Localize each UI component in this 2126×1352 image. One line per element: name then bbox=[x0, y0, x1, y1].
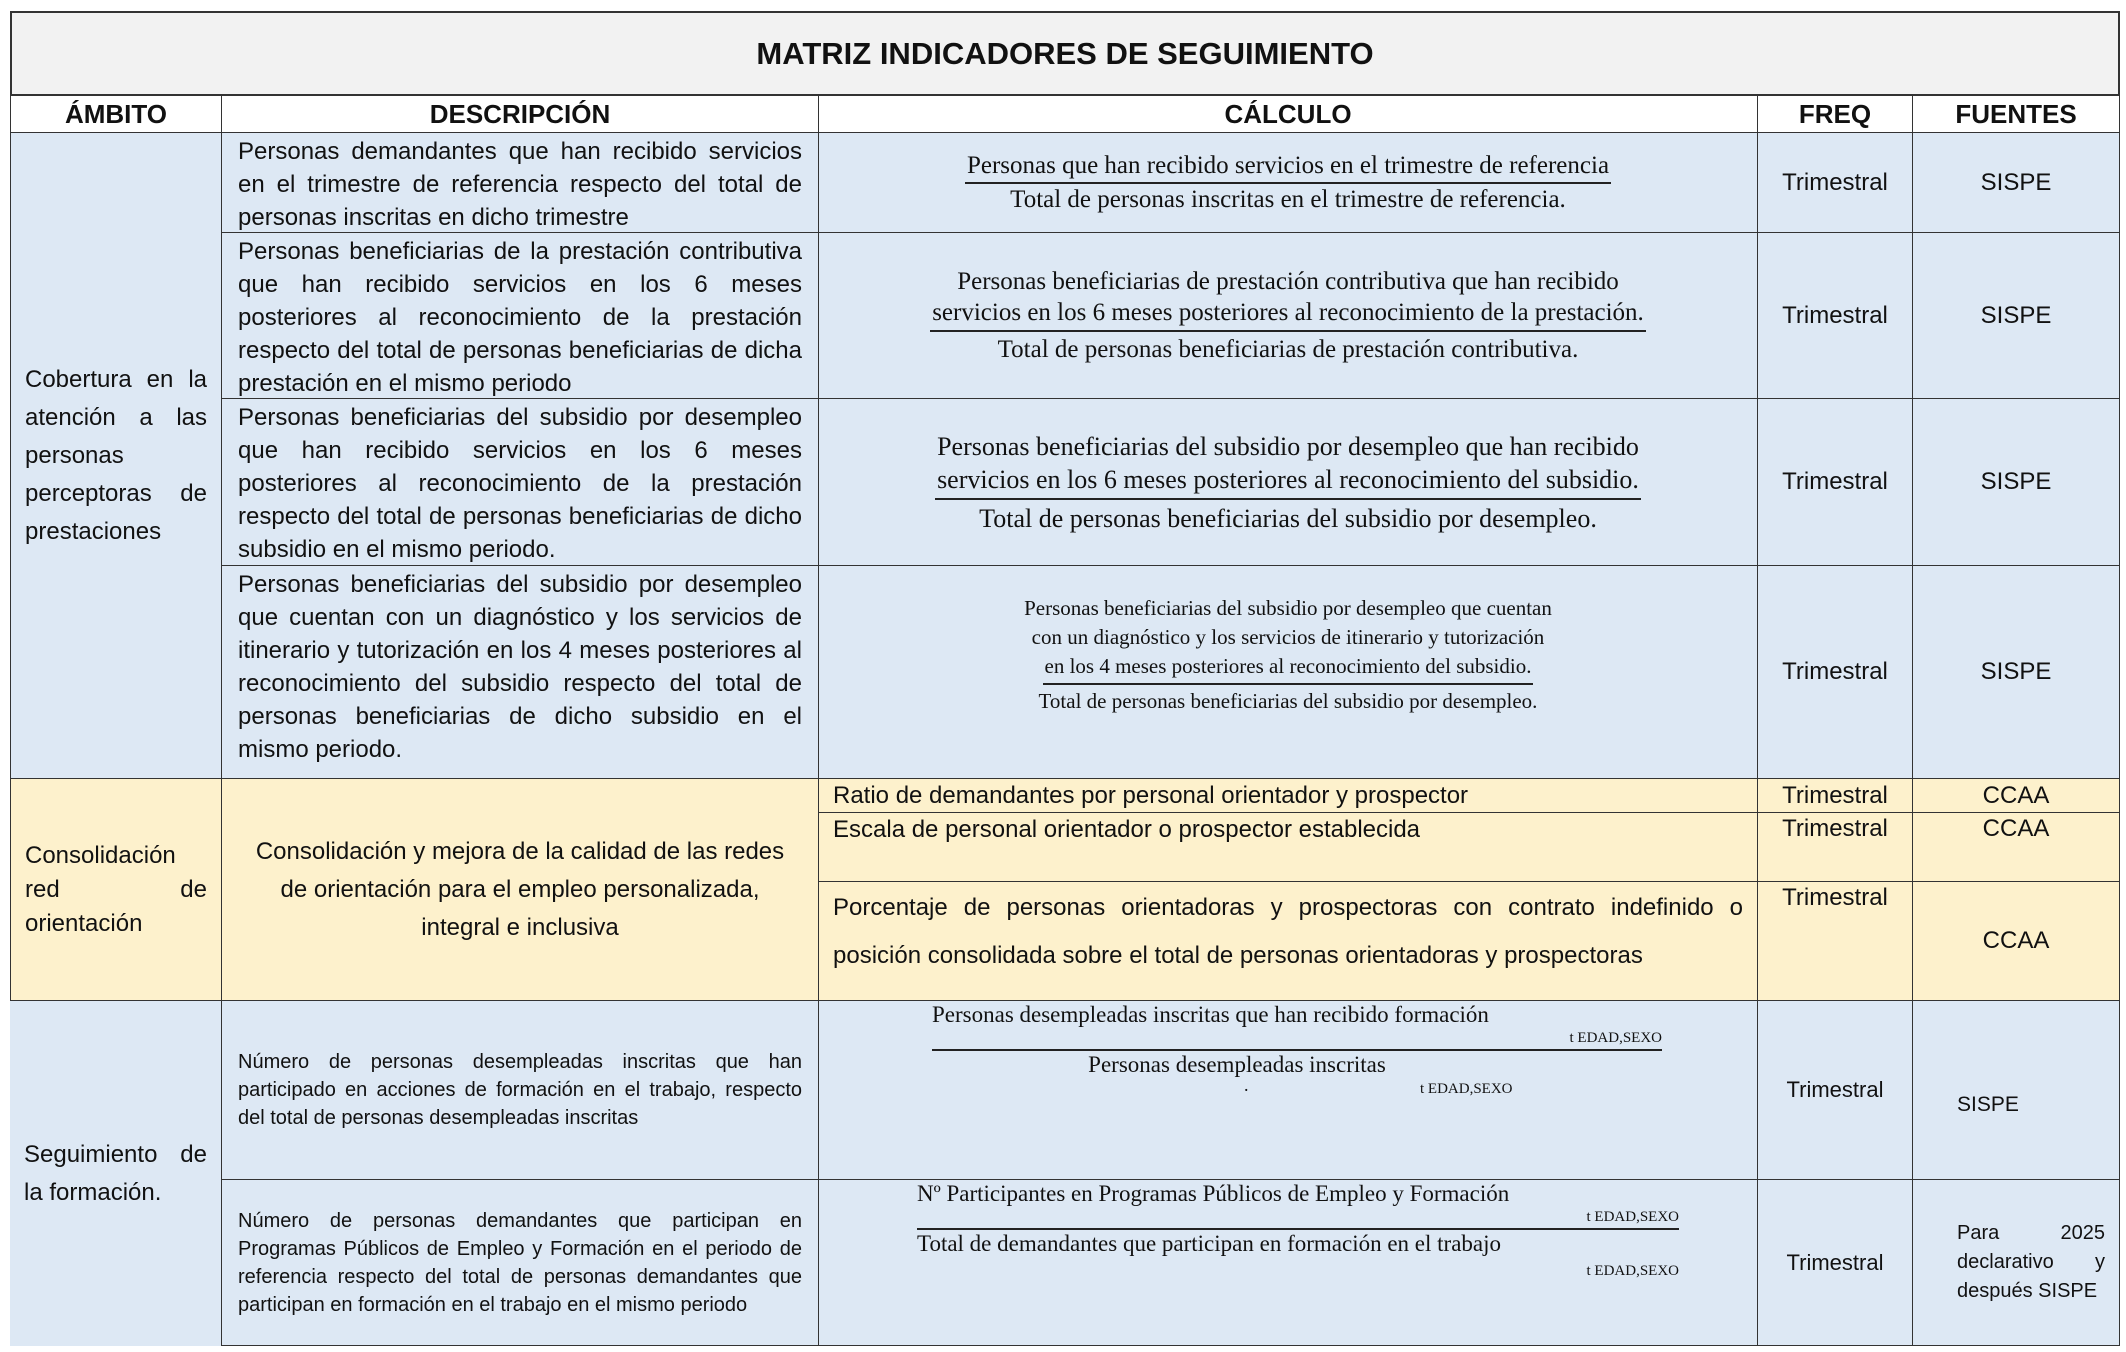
frequency-cell: Trimestral bbox=[1757, 812, 1913, 882]
numerator-subscript: t EDAD,SEXO bbox=[932, 1029, 1662, 1051]
source-cell: CCAA bbox=[1912, 812, 2120, 882]
calculation-cell bbox=[818, 565, 1758, 779]
source-cell: SISPE bbox=[1912, 398, 2120, 566]
denominator: Total de personas inscritas en el trimestre de referencia. bbox=[1010, 185, 1566, 213]
header-ambito: ÁMBITO bbox=[10, 95, 222, 133]
fraction bbox=[965, 152, 1611, 214]
frequency-cell: Trimestral bbox=[1757, 398, 1913, 566]
ambito-cobertura bbox=[10, 132, 222, 779]
fraction bbox=[930, 266, 1646, 365]
source-cell: CCAA bbox=[1912, 778, 2120, 813]
calculation-cell bbox=[818, 1179, 1758, 1346]
calculation-cell bbox=[818, 232, 1758, 399]
numerator-line-2: servicios en los 6 meses posteriores al reconocimiento del subsidio. bbox=[935, 463, 1641, 500]
source-cell: SISPE bbox=[1912, 232, 2120, 399]
description-cell: Personas beneficiarias del subsidio por desempleo que han recibido servicios en los 6 meses posteriores al reconocimiento de la prestación respecto del total de personas beneficiarias de dicho subsidio en el mismo periodo. bbox=[221, 398, 819, 566]
calculation-cell: Porcentaje de personas orientadoras y prospectoras con contrato indefinido o posición consolidada sobre el total de personas orientadoras y prospectoras bbox=[818, 881, 1758, 1001]
frequency-cell: Trimestral bbox=[1757, 1179, 1913, 1346]
description-cell: Número de personas desempleadas inscritas que han participado en acciones de formación en el trabajo, respecto del total de personas desempleadas inscritas bbox=[221, 1000, 819, 1180]
header-calculo: CÁLCULO bbox=[818, 95, 1758, 133]
frequency-cell: Trimestral bbox=[1757, 132, 1913, 233]
source-cell: SISPE bbox=[1912, 1000, 2120, 1180]
frequency-cell: Trimestral bbox=[1757, 778, 1913, 813]
numerator: Nº Participantes en Programas Públicos de Empleo y Formación bbox=[917, 1181, 1510, 1206]
denominator: Total de personas beneficiarias del subsidio por desempleo. bbox=[979, 503, 1597, 533]
fraction bbox=[917, 1180, 1679, 1280]
denominator-dot: . bbox=[1244, 1075, 1249, 1095]
frequency-cell: Trimestral bbox=[1757, 565, 1913, 779]
denominator: Personas desempleadas inscritas bbox=[1088, 1052, 1386, 1077]
description-cell: Consolidación y mejora de la calidad de las redes de orientación para el empleo personalizada, integral e inclusiva bbox=[221, 778, 819, 1001]
numerator-line-1: Personas beneficiarias del subsidio por desempleo que han recibido bbox=[937, 431, 1639, 461]
denominator: Total de personas beneficiarias de prestación contributiva. bbox=[997, 336, 1579, 363]
fraction bbox=[935, 430, 1641, 535]
calculation-cell bbox=[818, 132, 1758, 233]
numerator: Personas desempleadas inscritas que han recibido formación bbox=[932, 1002, 1489, 1027]
description-cell: Personas beneficiarias del subsidio por desempleo que cuentan con un diagnóstico y los servicios de itinerario y tutorización en los 4 meses posteriores al reconocimiento del subsidio respecto del total de personas beneficiarias de dicho subsidio en el mismo periodo. bbox=[221, 565, 819, 779]
indicator-matrix bbox=[10, 11, 2120, 1346]
numerator-line-1: Personas beneficiarias del subsidio por desempleo que cuentan bbox=[1024, 596, 1552, 620]
frequency-cell: Trimestral bbox=[1757, 232, 1913, 399]
source-cell: SISPE bbox=[1912, 132, 2120, 233]
page-title: MATRIZ INDICADORES DE SEGUIMIENTO bbox=[10, 11, 2120, 96]
description-cell: Número de personas demandantes que participan en Programas Públicos de Empleo y Formación en el periodo de referencia respecto del total de personas demandantes que participan en formación en el trabajo en el mismo periodo bbox=[221, 1179, 819, 1346]
description-cell: Personas beneficiarias de la prestación contributiva que han recibido servicios en los 6 meses posteriores al reconocimiento de la prestación respecto del total de personas beneficiarias de dicha prestación en el mismo periodo bbox=[221, 232, 819, 399]
calculation-cell bbox=[818, 398, 1758, 566]
header-descripcion: DESCRIPCIÓN bbox=[221, 95, 819, 133]
numerator-line-2: servicios en los 6 meses posteriores al reconocimiento de la prestación. bbox=[930, 297, 1646, 332]
numerator-subscript: t EDAD,SEXO bbox=[917, 1208, 1679, 1230]
numerator-line-3: en los 4 meses posteriores al reconocimiento del subsidio. bbox=[1043, 652, 1534, 685]
source-cell: CCAA bbox=[1912, 881, 2120, 1001]
ambito-formacion-text: Seguimiento de la formación. bbox=[24, 1140, 207, 1206]
source-cell: SISPE bbox=[1912, 565, 2120, 779]
ambito-consolidacion-text: Consolidación red de orientación bbox=[25, 841, 207, 937]
header-freq: FREQ bbox=[1757, 95, 1913, 133]
denominator-subscript: t EDAD,SEXO bbox=[1586, 1263, 1679, 1279]
frequency-cell: Trimestral bbox=[1757, 1000, 1913, 1180]
numerator-line-2: con un diagnóstico y los servicios de itinerario y tutorización bbox=[1031, 625, 1545, 649]
description-cell: Personas demandantes que han recibido servicios en el trimestre de referencia respecto del total de personas inscritas en dicho trimestre bbox=[221, 132, 819, 233]
numerator: Personas que han recibido servicios en el trimestre de referencia bbox=[965, 152, 1611, 184]
calculation-cell: Escala de personal orientador o prospector establecida bbox=[818, 812, 1758, 882]
header-fuentes: FUENTES bbox=[1912, 95, 2120, 133]
ambito-consolidacion bbox=[10, 778, 222, 1001]
calculation-cell: Ratio de demandantes por personal orientador y prospector bbox=[818, 778, 1758, 813]
denominator: Total de personas beneficiarias del subsidio por desempleo. bbox=[1038, 689, 1538, 713]
fraction bbox=[932, 1001, 1662, 1101]
denominator: Total de demandantes que participan en formación en el trabajo bbox=[917, 1231, 1502, 1256]
numerator-line-1: Personas beneficiarias de prestación contributiva que han recibido bbox=[957, 268, 1619, 295]
denominator-subscript: t EDAD,SEXO bbox=[1420, 1081, 1513, 1097]
calculation-cell bbox=[818, 1000, 1758, 1180]
fraction bbox=[1024, 594, 1552, 716]
ambito-formacion bbox=[10, 1000, 222, 1346]
frequency-cell: Trimestral bbox=[1757, 881, 1913, 1001]
ambito-cobertura-text: Cobertura en la atención a las personas perceptoras de prestaciones bbox=[25, 365, 207, 545]
source-cell: Para 2025 declarativo y después SISPE bbox=[1912, 1179, 2120, 1346]
